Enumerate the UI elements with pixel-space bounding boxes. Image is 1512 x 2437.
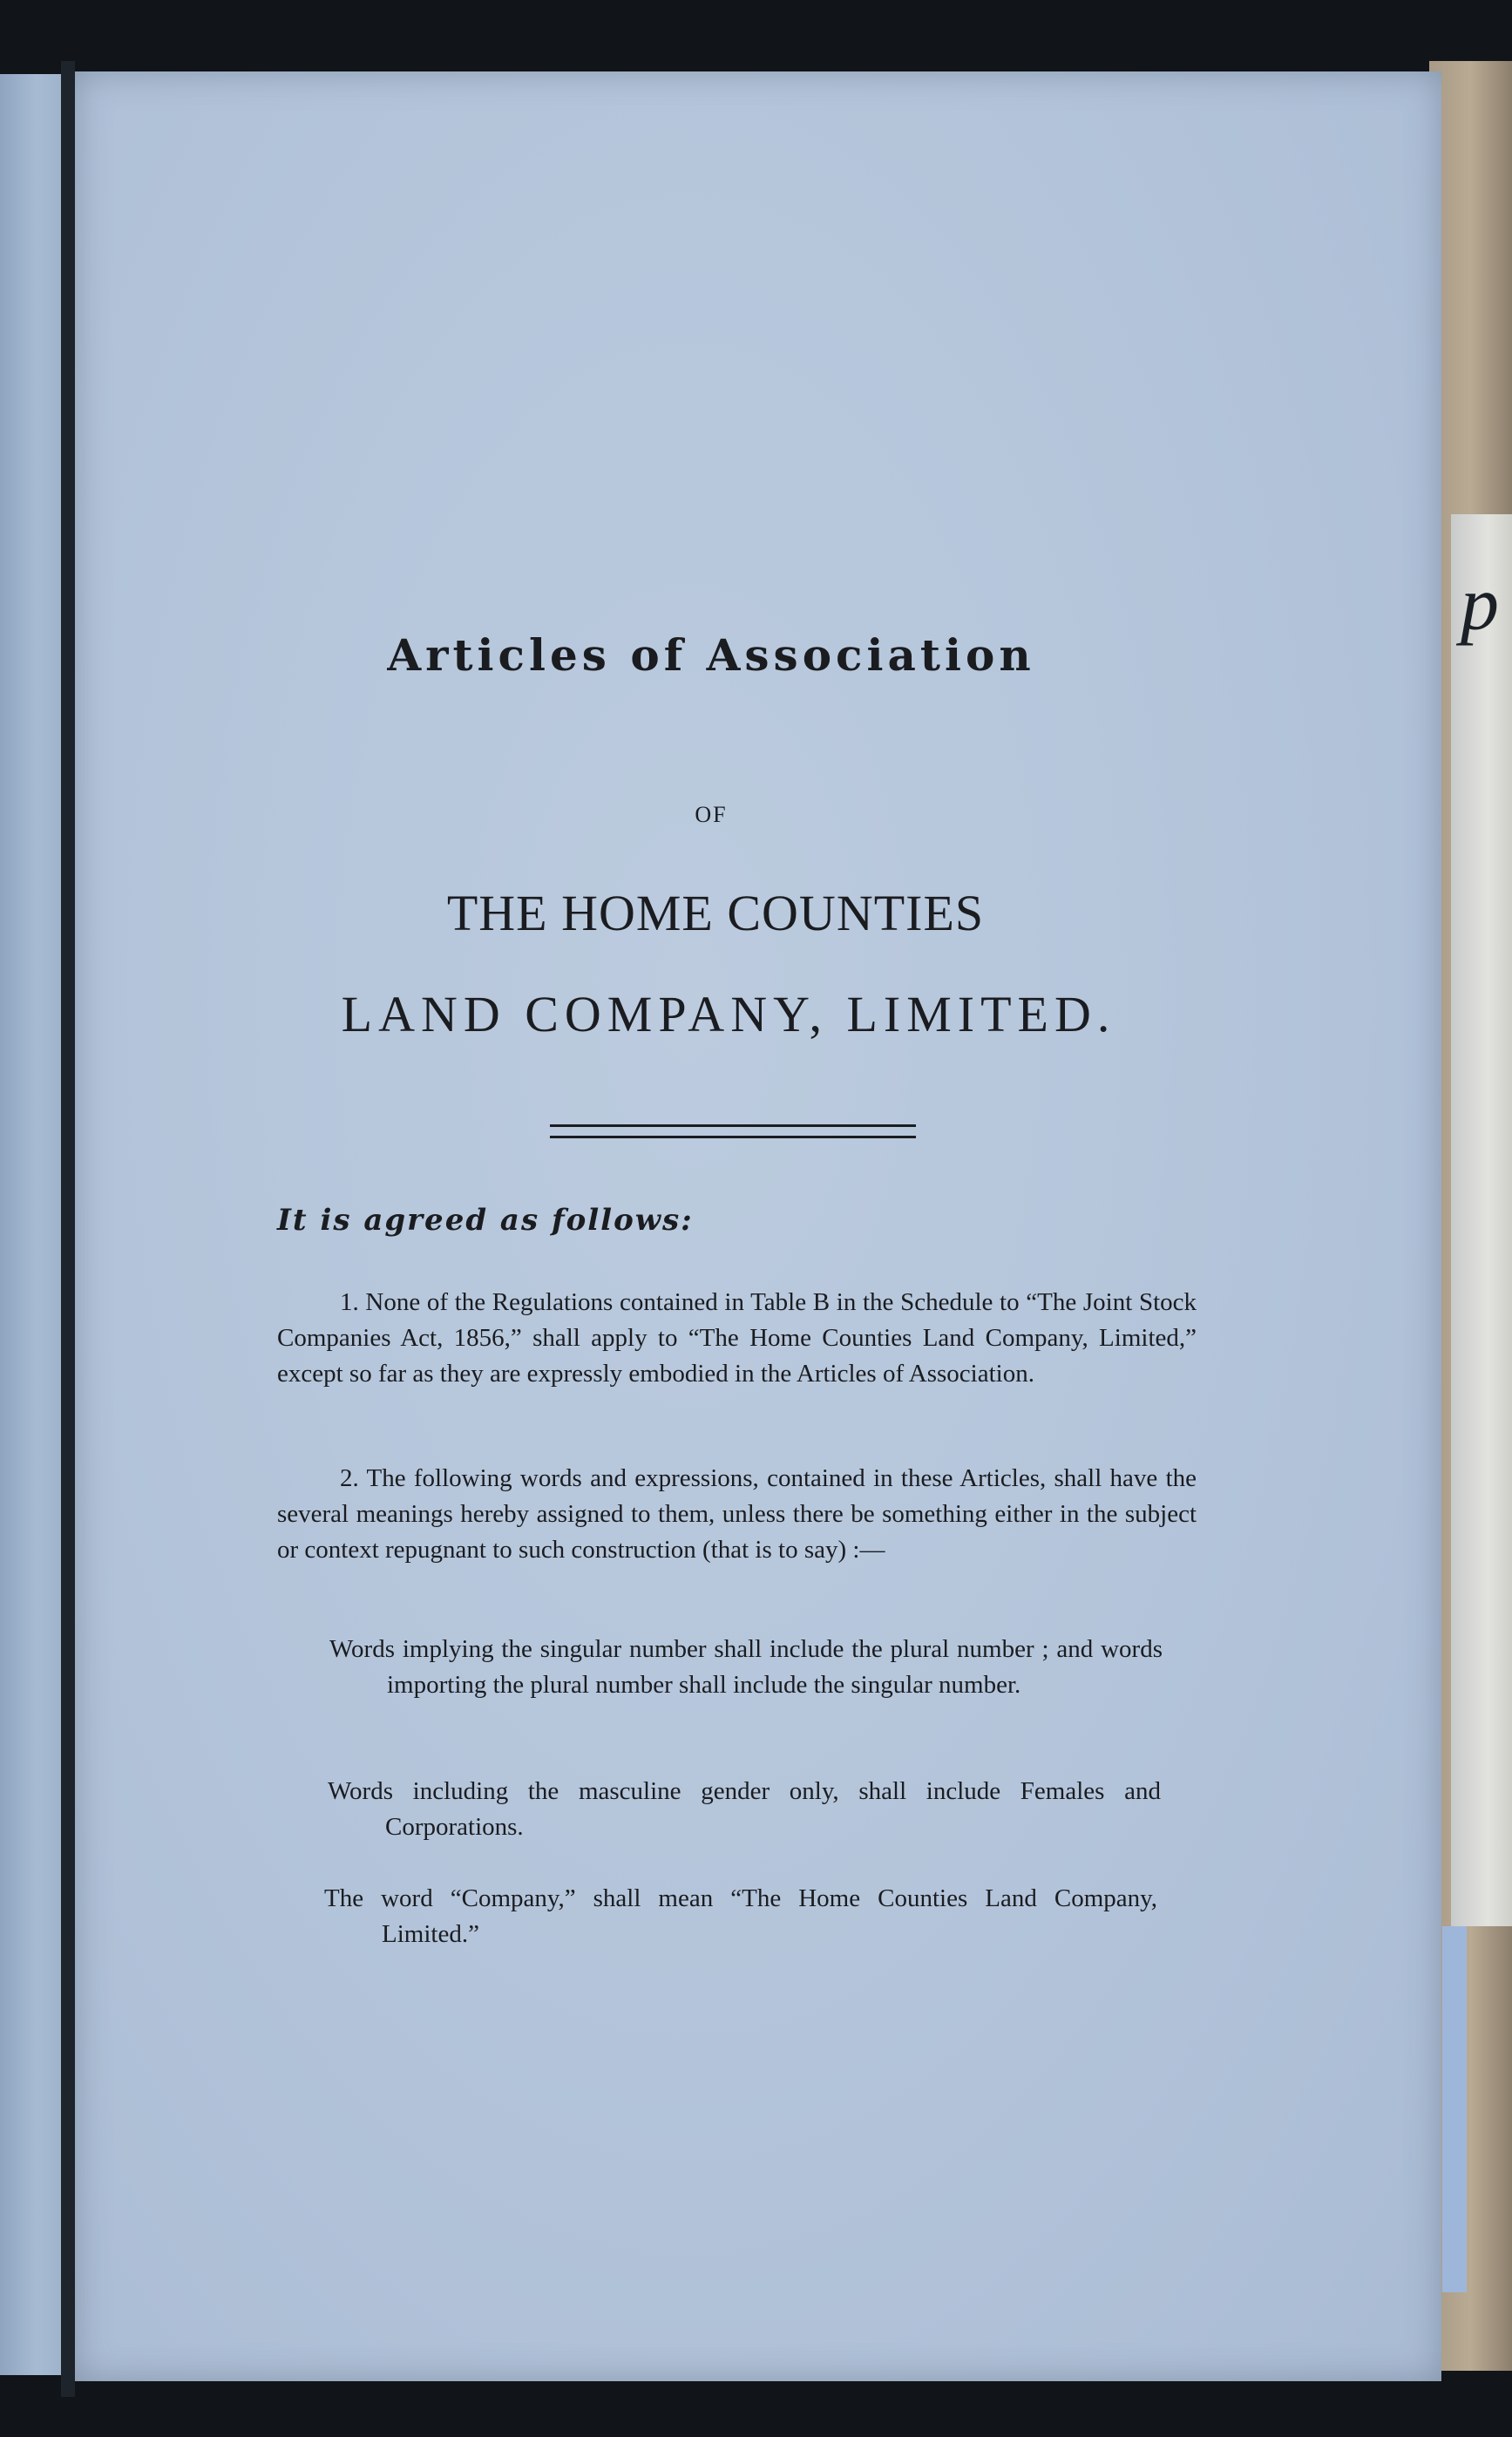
blue-leaf-edge — [1442, 1926, 1467, 2292]
company-name-line-2: LAND COMPANY, LIMITED. — [341, 986, 1116, 1042]
definition-company: The word “Company,” shall mean “The Home Counties Land Company, Limited.” — [324, 1884, 1157, 1948]
definition-singular-plural: Words implying the singular number shall include the plural number ; and words importing the plural number shall include the singular number. — [329, 1635, 1163, 1699]
edge-handwritten-mark: p — [1461, 562, 1499, 647]
article-paragraph-1: 1. None of the Regulations contained in Table B in the Schedule to “The Joint Stock Companies Act, 1856,” shall apply to “The Home Counties Land Company, Limited,” except so far as they are expressly embodied in the Articles of Association. — [277, 1288, 1197, 1388]
intro-line: It is agreed as follows: — [277, 1203, 694, 1238]
heading-of: OF — [695, 802, 728, 827]
article-paragraph-2: 2. The following words and expressions, contained in these Articles, shall have the several meanings hereby assigned to them, unless there be something either in the subject or context repugnant to such construction (that is to say) :— — [277, 1464, 1197, 1564]
previous-page-edge — [0, 74, 66, 2375]
definition-gender: Words including the masculine gender only, shall include Females and Corporations. — [328, 1777, 1161, 1841]
document-heading: Articles of Association — [387, 629, 1035, 681]
book-gutter — [61, 61, 75, 2397]
company-name-line-1: THE HOME COUNTIES — [446, 885, 985, 941]
document-page — [75, 71, 1441, 2381]
double-rule-divider — [550, 1124, 916, 1138]
inserted-leaf-edge — [1451, 514, 1512, 1926]
